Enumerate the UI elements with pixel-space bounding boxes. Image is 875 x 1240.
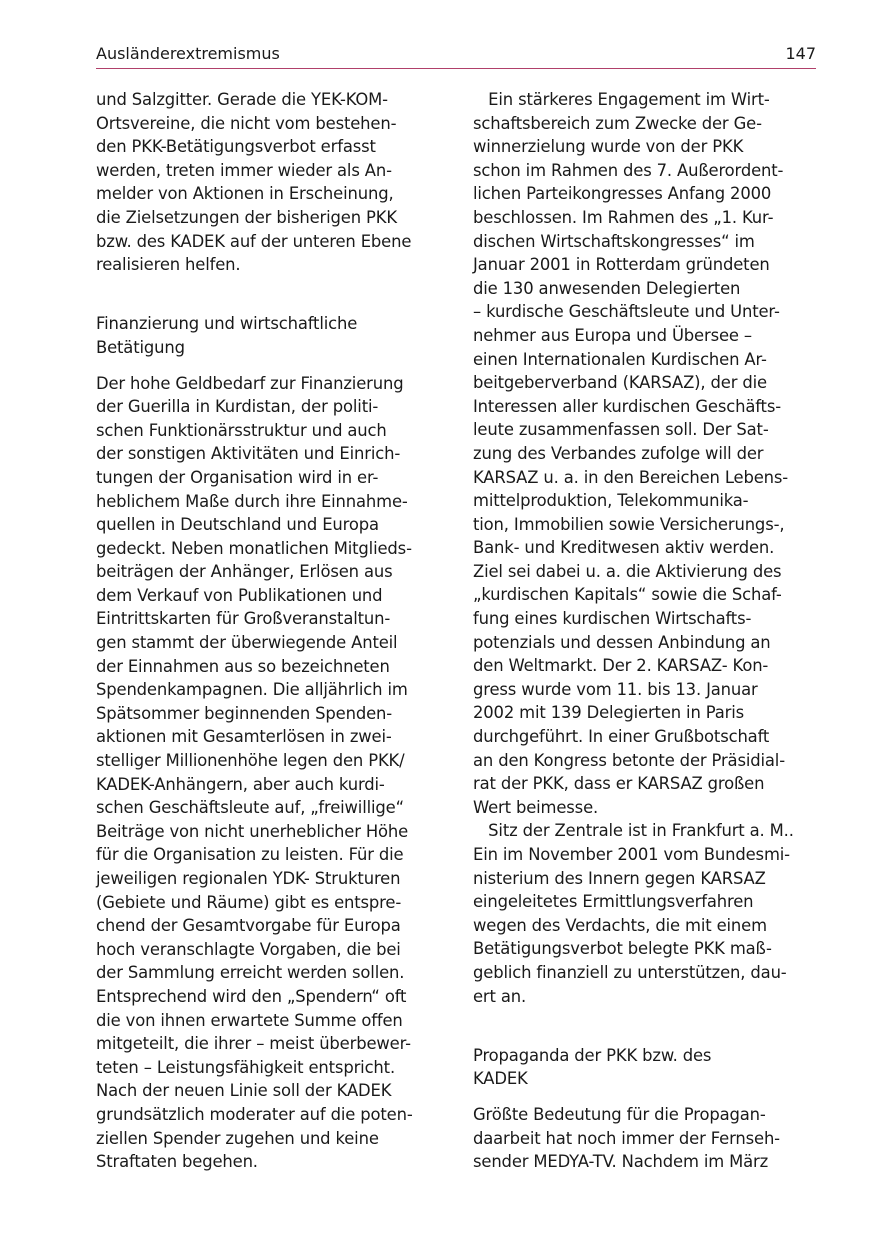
text-line: für die Organisation zu leisten. Für die	[96, 845, 404, 865]
text-line: Betätigungsverbot belegte PKK maß-	[473, 939, 772, 959]
text-line: tion, Immobilien sowie Versicherungs-,	[473, 514, 785, 534]
text-line: der sonstigen Aktivitäten und Einrich-	[96, 444, 401, 464]
text-line: durchgeführt. In einer Grußbotschaft	[473, 727, 770, 747]
text-line: gen stammt der überwiegende Anteil	[96, 633, 398, 653]
text-line: beiträgen der Anhänger, Erlösen aus	[96, 562, 393, 582]
text-line: hoch veranschlagte Vorgaben, die bei	[96, 939, 401, 959]
text-line: der Guerilla in Kurdistan, der politi-	[96, 397, 379, 417]
running-header-title: Ausländerextremismus	[96, 44, 280, 63]
text-line: einen Internationalen Kurdischen Ar-	[473, 349, 767, 369]
paragraph	[96, 372, 441, 1174]
text-line: teten – Leistungsfähigkeit entspricht.	[96, 1057, 396, 1077]
left-column	[96, 88, 441, 1174]
text-line: den Weltmarkt. Der 2. KARSAZ- Kon-	[473, 656, 769, 676]
text-line: sender MEDYA-TV. Nachdem im März	[473, 1152, 769, 1172]
text-line: chend der Gesamtvorgabe für Europa	[96, 916, 401, 936]
text-line: mitgeteilt, die ihrer – meist überbewer-	[96, 1034, 411, 1054]
text-line: der Einnahmen aus so bezeichneten	[96, 656, 390, 676]
text-line: Spendenkampagnen. Die alljährlich im	[96, 680, 408, 700]
text-line: Wert beimesse.	[473, 797, 599, 817]
text-line: 2002 mit 139 Delegierten in Paris	[473, 703, 745, 723]
text-line: wegen des Verdachts, die mit einem	[473, 915, 767, 935]
text-line: „kurdischen Kapitals“ sowie die Schaf-	[473, 585, 782, 605]
text-line: die 130 anwesenden Delegierten	[473, 278, 741, 298]
paragraph	[473, 1103, 818, 1174]
text-line: Ein im November 2001 vom Bundesmi-	[473, 845, 790, 864]
text-line: geblich finanziell zu unterstützen, dau-	[473, 962, 787, 982]
section-heading	[96, 312, 441, 359]
text-line: Beiträge von nicht unerheblicher Höhe	[96, 821, 409, 841]
text-line: Entsprechend wird den „Spendern“ oft	[96, 986, 407, 1006]
text-line: aktionen mit Gesamterlösen in zwei-	[96, 727, 392, 747]
text-line: Ziel sei dabei u. a. die Aktivierung des	[473, 561, 782, 581]
text-line: Interessen aller kurdischen Geschäfts-	[473, 396, 781, 416]
text-line: Ortsvereine, die nicht vom bestehen-	[96, 113, 397, 133]
text-line: Nach der neuen Linie soll der KADEK	[96, 1081, 392, 1101]
text-line: der Sammlung erreicht werden sollen.	[96, 963, 405, 983]
text-line: mittelproduktion, Telekommunika-	[473, 491, 749, 511]
text-line: zung des Verbandes zufolge will der	[473, 443, 764, 463]
text-line: schon im Rahmen des 7. Außerordent-	[473, 160, 784, 180]
text-line: dem Verkauf von Publikationen und	[96, 585, 383, 605]
text-line: realisieren helfen.	[96, 255, 241, 275]
text-line: tungen der Organisation wird in er-	[96, 467, 379, 487]
text-line: stelliger Millionenhöhe legen den PKK/	[96, 751, 405, 771]
text-line: heblichem Maße durch ihre Einnahme-	[96, 491, 408, 511]
text-line: winnerzielung wurde von der PKK	[473, 137, 744, 157]
text-line: ert an.	[473, 986, 527, 1006]
paragraph	[473, 819, 818, 1008]
text-line: Sitz der Zentrale ist in Frankfurt a. M..	[473, 821, 794, 841]
text-line: (Gebiete und Räume) gibt es entspre-	[96, 892, 402, 912]
text-line: eingeleitetes Ermittlungsverfahren	[473, 892, 754, 912]
text-line: nisterium des Innern gegen KARSAZ	[473, 868, 766, 888]
text-line: nehmer aus Europa und Übersee –	[473, 325, 752, 345]
text-line: potenzials und dessen Anbindung an	[473, 632, 771, 652]
text-line: die von ihnen erwartete Summe offen	[96, 1010, 403, 1030]
text-line: an den Kongress betonte der Präsidial-	[473, 750, 785, 770]
text-line: Eintrittskarten für Großveranstaltun-	[96, 609, 391, 629]
paragraph	[473, 88, 818, 819]
heading-line: Betätigung	[96, 337, 185, 357]
heading-line: Finanzierung und wirtschaftliche	[96, 314, 358, 334]
text-line: Straftaten begehen.	[96, 1152, 258, 1172]
text-line: bzw. des KADEK auf der unteren Ebene	[96, 231, 412, 251]
text-line: jeweiligen regionalen YDK- Strukturen	[96, 869, 401, 888]
text-line: schen Funktionärsstruktur und auch	[96, 420, 387, 440]
text-line: quellen in Deutschland und Europa	[96, 515, 379, 535]
text-line: schaftsbereich zum Zwecke der Ge-	[473, 113, 762, 133]
text-line: dischen Wirtschaftskongresses“ im	[473, 231, 755, 251]
paragraph	[96, 88, 441, 277]
text-line: daarbeit hat noch immer der Fernseh-	[473, 1128, 780, 1148]
text-line: KARSAZ u. a. in den Bereichen Lebens-	[473, 467, 789, 487]
text-line: KADEK-Anhängern, aber auch kurdi-	[96, 774, 385, 794]
text-line: gedeckt. Neben monatlichen Mitglieds-	[96, 538, 412, 558]
text-line: rat der PKK, dass er KARSAZ großen	[473, 774, 765, 794]
text-line: ziellen Spender zugehen und keine	[96, 1128, 379, 1148]
right-column	[473, 88, 818, 1174]
text-line: den PKK-Betätigungsverbot erfasst	[96, 137, 376, 157]
text-line: und Salzgitter. Gerade die YEK-KOM-	[96, 90, 388, 109]
text-line: Größte Bedeutung für die Propagan-	[473, 1104, 766, 1124]
text-line: werden, treten immer wieder als An-	[96, 160, 392, 180]
text-line: beschlossen. Im Rahmen des „1. Kur-	[473, 207, 774, 227]
text-line: Bank- und Kreditwesen aktiv werden.	[473, 538, 775, 558]
text-line: beitgeberverband (KARSAZ), der die	[473, 373, 767, 393]
text-line: Der hohe Geldbedarf zur Finanzierung	[96, 373, 404, 393]
text-line: lichen Parteikongresses Anfang 2000	[473, 184, 772, 204]
text-line: fung eines kurdischen Wirtschafts-	[473, 609, 752, 629]
text-line: Ein stärkeres Engagement im Wirt-	[473, 90, 770, 109]
text-line: melder von Aktionen in Erscheinung,	[96, 184, 394, 204]
page-number: 147	[785, 44, 816, 63]
text-line: grundsätzlich moderater auf die poten-	[96, 1104, 413, 1124]
text-line: Januar 2001 in Rotterdam gründeten	[473, 255, 770, 275]
text-line: schen Geschäftsleute auf, „freiwillige“	[96, 798, 404, 818]
text-line: Spätsommer beginnenden Spenden-	[96, 703, 393, 723]
heading-line: KADEK	[473, 1069, 528, 1089]
running-header	[96, 44, 816, 69]
text-line: – kurdische Geschäftsleute und Unter-	[473, 302, 780, 322]
section-heading	[473, 1044, 818, 1091]
text-line: leute zusammenfassen soll. Der Sat-	[473, 420, 769, 440]
heading-line: Propaganda der PKK bzw. des	[473, 1045, 712, 1065]
text-line: die Zielsetzungen der bisherigen PKK	[96, 207, 397, 227]
text-line: gress wurde vom 11. bis 13. Januar	[473, 679, 758, 699]
